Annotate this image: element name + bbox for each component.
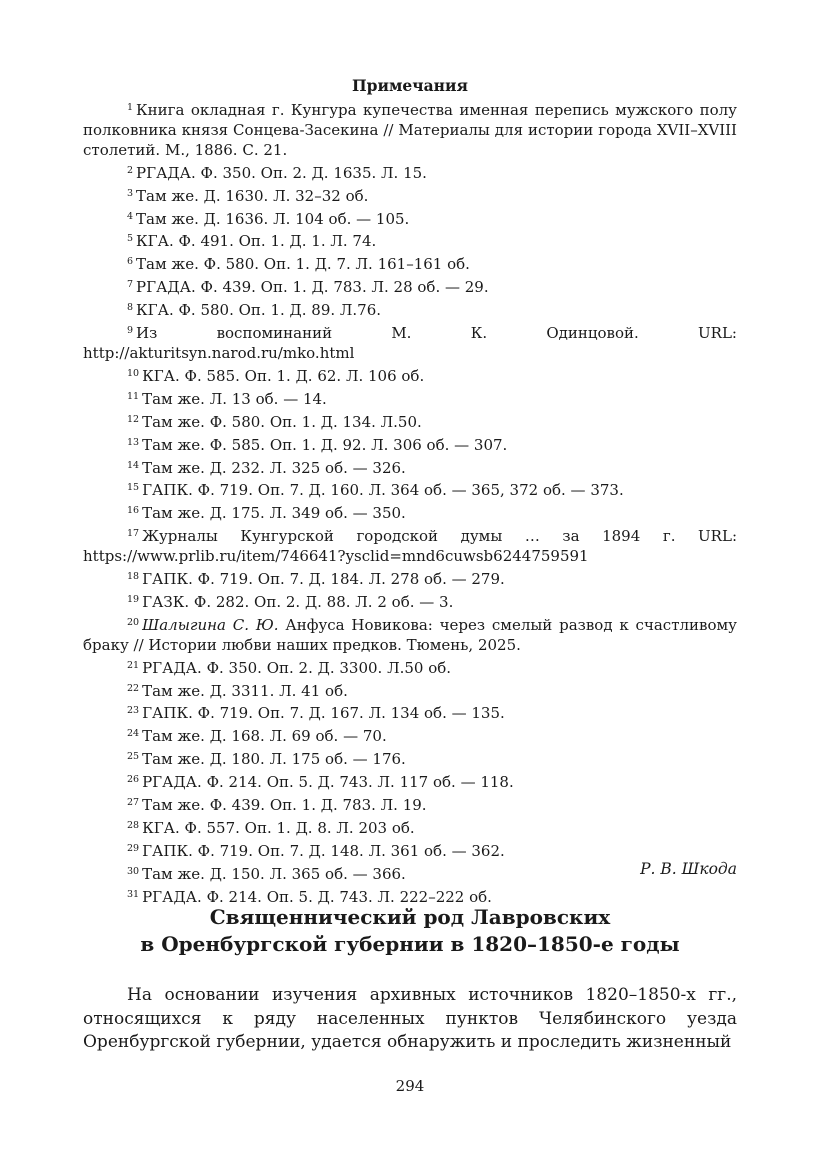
footnote-number: 6 bbox=[127, 256, 134, 268]
footnote bbox=[83, 747, 737, 770]
footnote-number: 16 bbox=[127, 505, 140, 517]
footnote bbox=[83, 656, 737, 679]
footnote-number: 28 bbox=[127, 820, 140, 831]
footnote-text: Там же. Д. 232. Л. 325 об. — 326. bbox=[142, 458, 406, 477]
footnote-text: ГАПК. Ф. 719. Оп. 7. Д. 167. Л. 134 об. — 135. bbox=[142, 704, 505, 723]
notes-heading: Примечания bbox=[352, 76, 468, 95]
footnote-text: Там же. Д. 168. Л. 69 об. — 70. bbox=[142, 727, 387, 746]
footnote-number: 22 bbox=[127, 682, 140, 694]
footnote-number: 9 bbox=[127, 325, 134, 337]
footnote-number: 2 bbox=[127, 164, 134, 176]
footnote bbox=[83, 862, 737, 885]
footnote-number: 10 bbox=[127, 367, 140, 379]
footnote-number: 25 bbox=[127, 751, 140, 763]
footnote bbox=[83, 613, 737, 656]
footnote-number: 17 bbox=[127, 528, 140, 540]
footnote-text: Там же. Д. 1630. Л. 32–32 об. bbox=[136, 186, 369, 205]
footnote-number: 13 bbox=[127, 436, 140, 448]
footnote bbox=[83, 433, 737, 456]
notes-list bbox=[83, 98, 737, 908]
footnote-author: Шалыгина С. Ю. bbox=[142, 615, 279, 634]
footnote-text: Там же. Д. 180. Л. 175 об. — 176. bbox=[142, 750, 406, 769]
footnote-number: 21 bbox=[127, 659, 140, 671]
footnote-text: Книга окладная г. Кунгура купечества именная перепись мужского полу полковника князя Сонцева-Засекина // Материалы для истории города XVII–XVIII столетий. М., 1886. С. 21. bbox=[83, 101, 737, 159]
footnote-number: 5 bbox=[127, 233, 134, 245]
footnote-number: 26 bbox=[127, 774, 140, 786]
footnote-number: 20 bbox=[127, 616, 140, 628]
footnote-text: КГА. Ф. 557. Оп. 1. Д. 8. Л. 203 об. bbox=[142, 819, 415, 837]
footnote-text: ГАЗК. Ф. 282. Оп. 2. Д. 88. Л. 2 об. — 3. bbox=[142, 592, 454, 611]
footnote-number: 24 bbox=[127, 728, 140, 740]
footnote-text: ГАПК. Ф. 719. Оп. 7. Д. 184. Л. 278 об. — 279. bbox=[142, 570, 505, 589]
footnote-text: ГАПК. Ф. 719. Оп. 7. Д. 160. Л. 364 об. — 365, 372 об. — 373. bbox=[142, 481, 624, 500]
article-title-line-1: Священнический род Лавровских bbox=[209, 905, 611, 929]
footnote-text: РГАДА. Ф. 350. Оп. 2. Д. 1635. Л. 15. bbox=[136, 163, 427, 182]
footnote-number: 11 bbox=[127, 390, 140, 402]
footnote-text: РГАДА. Ф. 214. Оп. 5. Д. 743. Л. 117 об. — 118. bbox=[142, 773, 514, 792]
footnote bbox=[83, 567, 737, 590]
footnote bbox=[83, 207, 737, 230]
footnote-text: РГАДА. Ф. 350. Оп. 2. Д. 3300. Л.50 об. bbox=[142, 658, 452, 677]
footnote-number: 30 bbox=[127, 865, 140, 877]
footnote bbox=[83, 387, 737, 410]
footnote bbox=[83, 793, 737, 816]
footnote bbox=[83, 816, 737, 839]
footnote-number: 18 bbox=[127, 571, 140, 583]
footnote-number: 3 bbox=[127, 187, 134, 199]
footnote-number: 8 bbox=[127, 302, 134, 314]
footnote-number: 23 bbox=[127, 705, 140, 717]
footnote-number: 1 bbox=[127, 102, 134, 113]
footnote bbox=[83, 98, 737, 161]
footnote bbox=[83, 321, 737, 364]
footnote-number: 29 bbox=[127, 842, 140, 854]
page bbox=[83, 0, 737, 1160]
footnote-text: Там же. Ф. 439. Оп. 1. Д. 783. Л. 19. bbox=[142, 796, 427, 815]
footnote bbox=[83, 184, 737, 207]
page-number: 294 bbox=[395, 1077, 425, 1095]
article-title bbox=[83, 904, 737, 958]
footnote bbox=[83, 839, 737, 862]
footnote bbox=[83, 161, 737, 184]
footnote-text: КГА. Ф. 580. Оп. 1. Д. 89. Л.76. bbox=[136, 301, 382, 320]
footnote bbox=[83, 590, 737, 613]
footnote-text: Там же. Д. 3311. Л. 41 об. bbox=[142, 681, 348, 700]
footnote-text: Там же. Д. 1636. Л. 104 об. — 105. bbox=[136, 209, 410, 228]
footnote bbox=[83, 252, 737, 275]
footnote-number: 4 bbox=[127, 210, 134, 222]
footnote-text: РГАДА. Ф. 439. Оп. 1. Д. 783. Л. 28 об. — 29. bbox=[136, 278, 489, 297]
footnote-text: Из воспоминаний М. К. Одинцовой. URL: http://akturitsyn.narod.ru/mko.html bbox=[83, 324, 737, 362]
footnote bbox=[83, 501, 737, 524]
footnote-text: Там же. Д. 175. Л. 349 об. — 350. bbox=[142, 504, 406, 523]
footnote bbox=[83, 298, 737, 321]
footnote-text: Там же. Ф. 580. Оп. 1. Д. 134. Л.50. bbox=[142, 412, 422, 431]
footnote-number: 27 bbox=[127, 797, 140, 809]
footnote-text: КГА. Ф. 585. Оп. 1. Д. 62. Л. 106 об. bbox=[142, 366, 425, 385]
footnote-number: 7 bbox=[127, 279, 134, 291]
article-body-paragraph: На основании изучения архивных источников 1820–1850-х гг., относящихся к ряду населенных пунктов Челябинского уезда Оренбургской губернии, удается обнаружить и проследить жизненный bbox=[83, 985, 737, 1052]
footnote bbox=[83, 724, 737, 747]
footnote-number: 14 bbox=[127, 459, 140, 471]
footnote bbox=[83, 770, 737, 793]
article-author: Р. В. Шкода bbox=[640, 860, 737, 878]
footnote-number: 31 bbox=[127, 888, 140, 900]
footnote-text: РГАДА. Ф. 214. Оп. 5. Д. 743. Л. 222–222 об. bbox=[142, 887, 492, 906]
article-title-line-2: в Оренбургской губернии в 1820–1850-е годы bbox=[140, 932, 680, 956]
footnote-text: Анфуса Новикова: через смелый развод к счастливому браку // Истории любви наших предков. Тюмень, 2025. bbox=[83, 615, 738, 654]
footnote-text: Журналы Кунгурской городской думы … за 1894 г. URL: https://www.prlib.ru/item/746641?ysclid=mnd6cuwsb6244759591 bbox=[83, 527, 737, 566]
footnote-text: Там же. Ф. 580. Оп. 1. Д. 7. Л. 161–161 об. bbox=[136, 255, 470, 274]
footnote bbox=[83, 478, 737, 501]
footnote-number: 19 bbox=[127, 593, 140, 605]
footnote-text: КГА. Ф. 491. Оп. 1. Д. 1. Л. 74. bbox=[136, 232, 377, 251]
footnote bbox=[83, 275, 737, 298]
footnote-text: Там же. Л. 13 об. — 14. bbox=[142, 389, 327, 408]
footnote bbox=[83, 701, 737, 724]
footnote-number: 12 bbox=[127, 413, 140, 425]
footnote bbox=[83, 524, 737, 567]
footnote bbox=[83, 456, 737, 479]
footnote bbox=[83, 364, 737, 387]
footnote bbox=[83, 229, 737, 252]
footnote-text: Там же. Ф. 585. Оп. 1. Д. 92. Л. 306 об. — 307. bbox=[142, 435, 508, 454]
footnote bbox=[83, 679, 737, 702]
footnote-text: ГАПК. Ф. 719. Оп. 7. Д. 148. Л. 361 об. — 362. bbox=[142, 841, 505, 860]
footnote-number: 15 bbox=[127, 482, 140, 494]
footnote-text: Там же. Д. 150. Л. 365 об. — 366. bbox=[142, 864, 406, 883]
footnote bbox=[83, 410, 737, 433]
